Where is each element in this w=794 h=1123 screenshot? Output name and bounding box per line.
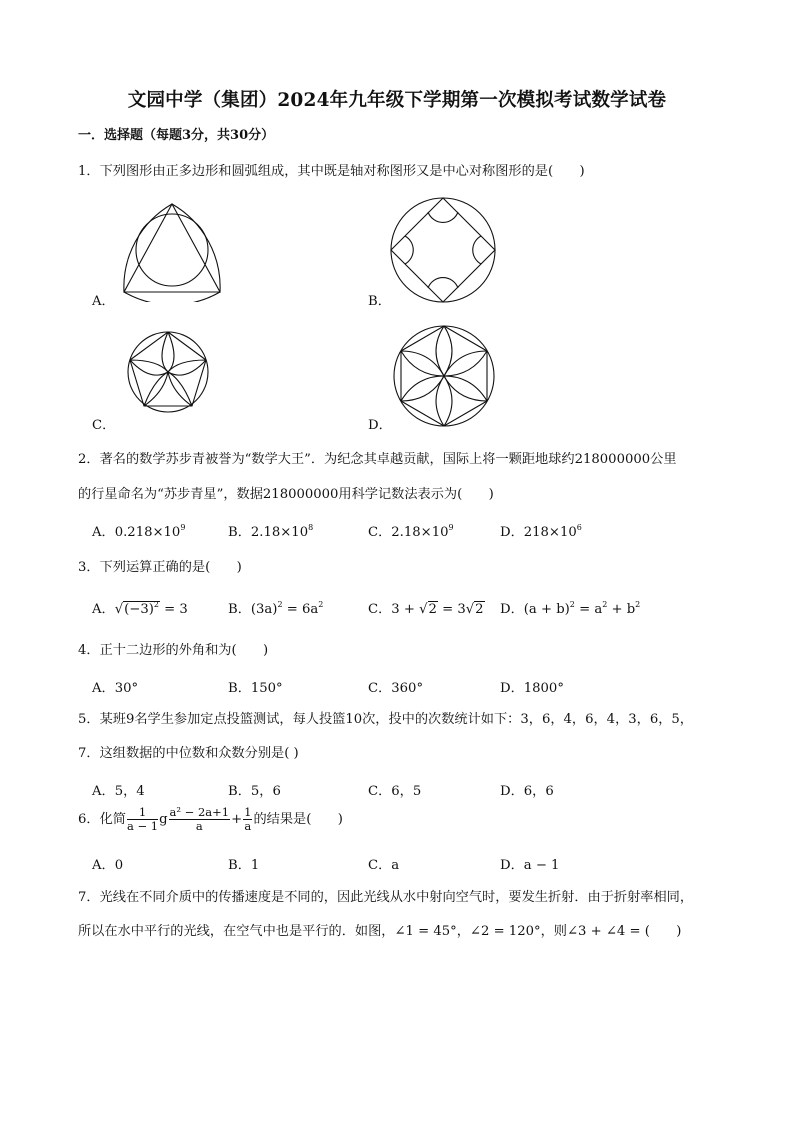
exam-title: 文园中学（集团）2024年九年级下学期第一次模拟考试数学试卷	[127, 90, 667, 111]
q2-option-a[interactable]: A．$0.218\times 10^9$	[92, 523, 186, 540]
q5-option-a[interactable]: A．5，4	[92, 784, 145, 799]
q6-option-b[interactable]: B．1	[228, 858, 260, 873]
question-2-line-1: 2．著名的数学苏步青被誉为“数学大王”．为纪念其卓越贡献，国际上将一颗距地球约218000000公里	[78, 452, 677, 467]
q5-option-d[interactable]: D．6，6	[500, 784, 554, 799]
q4-option-c[interactable]: C．360°	[368, 681, 424, 696]
question-4-stem: 4．正十二边形的外角和为( )	[78, 643, 269, 658]
section-heading: 一．选择题（每题3分，共30分）	[78, 128, 275, 143]
q3-option-b[interactable]: B．$(3a)^2 = 6a^2$	[228, 600, 324, 617]
q1-option-c[interactable]: C．	[92, 418, 116, 433]
question-1-stem: 1．下列图形由正多边形和圆弧组成，其中既是轴对称图形又是中心对称图形的是( )	[78, 164, 585, 179]
question-6-stem: 6．化简 $\frac{1}{a - 1}$ g $\frac{\text{a² − 2a+1}}{a}$ + $\frac{1}{a}$ 的结果是( )	[78, 805, 343, 833]
figure-d-hexagon-flower	[392, 324, 496, 428]
q5-option-c[interactable]: C．6，5	[368, 784, 422, 799]
figure-a-reuleaux-triangle	[112, 198, 232, 302]
q1-option-a[interactable]: A．	[92, 294, 115, 309]
figure-b-square-arcs	[388, 196, 498, 304]
q2-option-b[interactable]: B．$2.18\times 10^8$	[228, 523, 314, 540]
q6-option-d[interactable]: D．a − 1	[500, 858, 560, 873]
q6-option-a[interactable]: A．0	[92, 858, 124, 873]
question-5-line-2: 7．这组数据的中位数和众数分别是( )	[78, 746, 299, 761]
q4-option-a[interactable]: A．30°	[92, 681, 139, 696]
q1-option-b[interactable]: B．	[368, 294, 391, 309]
q3-option-a[interactable]: A．$√(-3)^2 = 3$	[92, 600, 188, 617]
q3-option-c[interactable]: C．3 + √2 = 3√2	[368, 602, 484, 617]
question-7-line-2: 所以在水中平行的光线，在空气中也是平行的．如图，∠1 = 45°，∠2 = 120°，则∠3 + ∠4 = ( )	[78, 924, 682, 939]
figure-c-pentagon-petals	[116, 330, 220, 414]
q4-option-b[interactable]: B．150°	[228, 681, 283, 696]
q4-option-d[interactable]: D．1800°	[500, 681, 564, 696]
question-2-line-2: 的行星命名为“苏步青星”，数据218000000用科学记数法表示为( )	[78, 487, 494, 502]
question-5-line-1: 5．某班9名学生参加定点投篮测试，每人投篮10次，投中的次数统计如下：3，6，4，6，4，3，6，5，	[78, 712, 693, 727]
q5-option-b[interactable]: B．5，6	[228, 784, 281, 799]
q3-option-d[interactable]: D．$(a + b)^2 = a^2 + b^2$	[500, 600, 641, 617]
question-3-stem: 3．下列运算正确的是( )	[78, 560, 242, 575]
q6-option-c[interactable]: C．a	[368, 858, 400, 873]
q2-option-c[interactable]: C．$2.18\times 10^9$	[368, 523, 454, 540]
q2-option-d[interactable]: D．$218\times 10^6$	[500, 523, 582, 540]
question-7-line-1: 7．光线在不同介质中的传播速度是不同的，因此光线从水中射向空气时，要发生折射．由于折射率相同，	[78, 890, 694, 905]
q1-option-d[interactable]: D．	[368, 418, 392, 433]
